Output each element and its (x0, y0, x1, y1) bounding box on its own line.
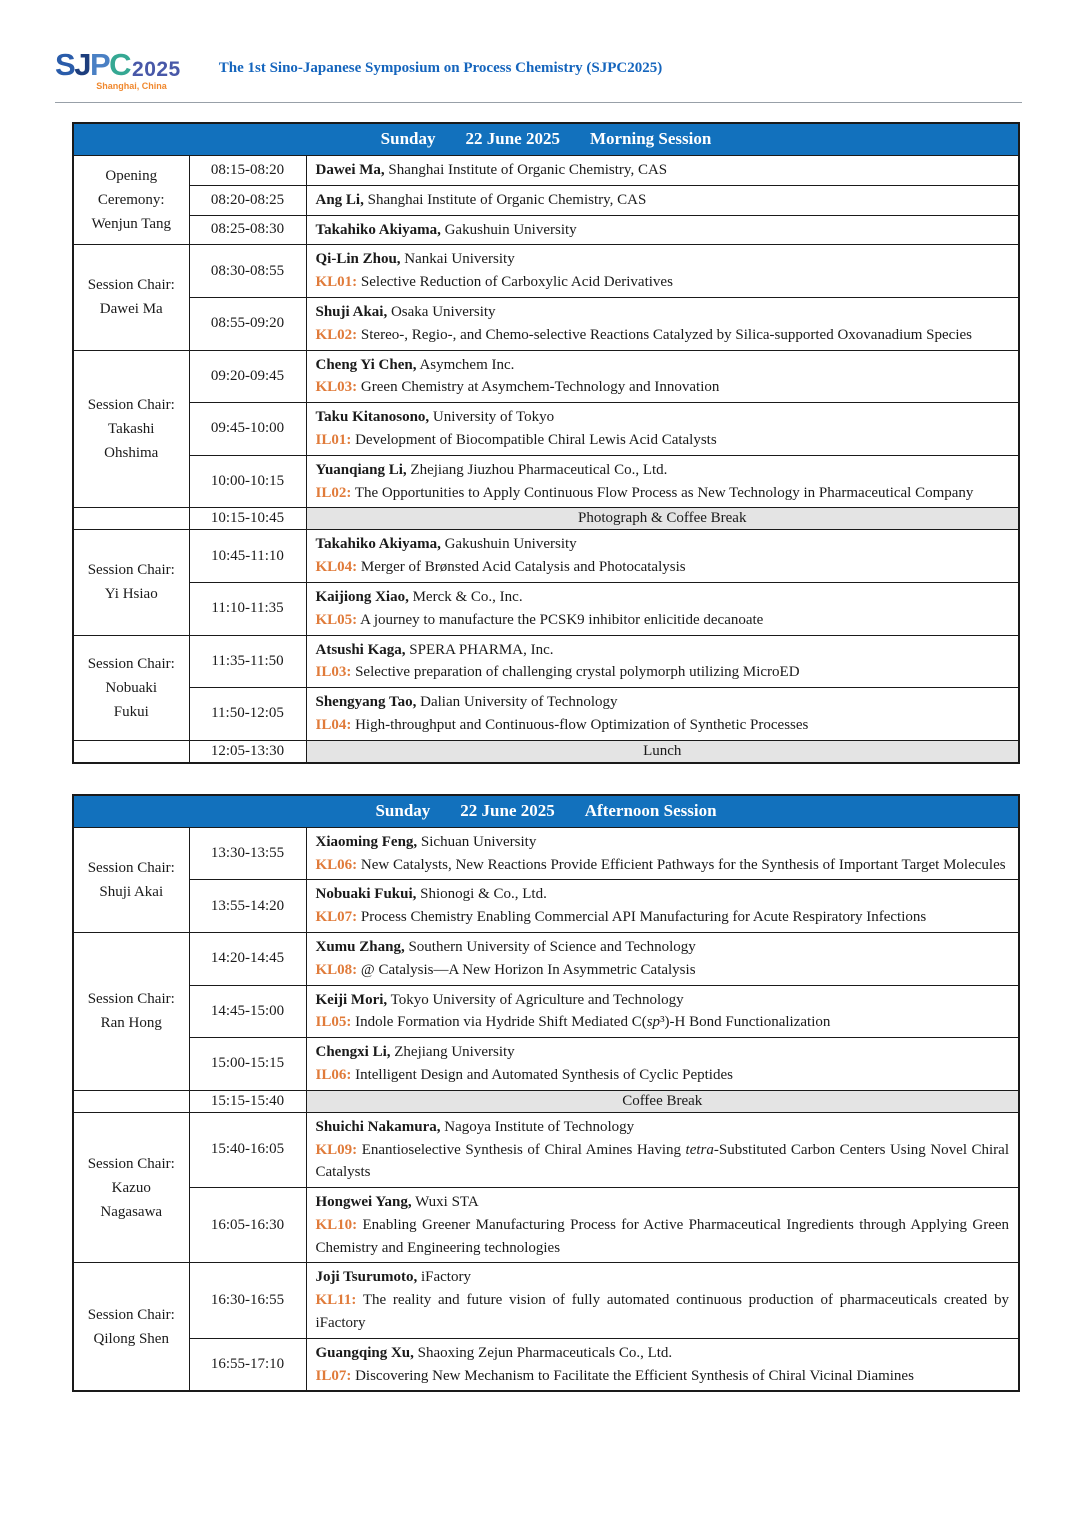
talk-title: Process Chemistry Enabling Commercial API Manufacturing for Acute Respiratory Infections (360, 909, 927, 926)
schedule-row (73, 635, 1019, 688)
chair-cell-empty (73, 1090, 189, 1112)
time-cell: 15:40-16:05 (189, 1112, 306, 1187)
schedule-row (73, 215, 1019, 245)
talk-code: KL04: (315, 559, 358, 576)
logo-year: 2025 (132, 58, 181, 81)
chair-cell (73, 635, 189, 740)
speaker-name: Nobuaki Fukui, (315, 886, 417, 903)
time-cell: 16:55-17:10 (189, 1338, 306, 1391)
talk-line (316, 324, 1010, 347)
chair-line: Nagasawa (100, 1203, 163, 1220)
speaker-affiliation: iFactory (420, 1269, 471, 1286)
talk-line (316, 482, 1010, 505)
schedule-row (73, 297, 1019, 350)
chair-line: Ran Hong (100, 1015, 162, 1032)
time-cell: 08:15-08:20 (189, 156, 306, 186)
speaker-affiliation: Nagoya Institute of Technology (444, 1118, 635, 1135)
speaker-line (316, 639, 1010, 662)
speaker-affiliation: Sichuan University (420, 833, 537, 850)
chair-line: Session Chair: (87, 562, 175, 579)
talk-cell (306, 297, 1019, 350)
speaker-line (316, 936, 1010, 959)
talk-cell (306, 530, 1019, 583)
chair-cell (73, 156, 189, 245)
speaker-line (316, 219, 1010, 242)
chair-cell (73, 827, 189, 932)
time-cell: 14:20-14:45 (189, 932, 306, 985)
schedule-row (73, 932, 1019, 985)
chair-cell-empty (73, 508, 189, 530)
time-cell: 11:10-11:35 (189, 582, 306, 635)
talk-cell (306, 350, 1019, 403)
chair-line: Session Chair: (87, 1155, 175, 1172)
schedule-row (73, 1338, 1019, 1391)
talk-title: Discovering New Mechanism to Facilitate the Efficient Synthesis of Chiral Vicinal Diamines (355, 1367, 914, 1384)
talk-line (316, 609, 1010, 632)
talk-cell (306, 1188, 1019, 1263)
speaker-line (316, 989, 1010, 1012)
talk-code: KL02: (315, 326, 358, 343)
chair-line: Session Chair: (87, 859, 175, 876)
schedule-row (73, 245, 1019, 298)
speaker-affiliation: Shaoxing Zejun Pharmaceuticals Co., Ltd. (417, 1344, 673, 1361)
speaker-name: Taku Kitanosono, (315, 409, 430, 426)
chair-cell (73, 932, 189, 1090)
time-cell: 13:30-13:55 (189, 827, 306, 880)
talk-title: Merger of Brønsted Acid Catalysis and Photocatalysis (360, 559, 686, 576)
speaker-affiliation: Zhejiang Jiuzhou Pharmaceutical Co., Ltd. (410, 461, 668, 478)
chair-line: Ohshima (104, 444, 159, 461)
chair-cell (73, 1263, 189, 1391)
session-header-row (73, 795, 1019, 828)
session-header (73, 123, 1019, 156)
chair-line: Session Chair: (87, 396, 175, 413)
chair-cell (73, 245, 189, 350)
speaker-line (316, 831, 1010, 854)
time-cell: 08:30-08:55 (189, 245, 306, 298)
speaker-name: Shengyang Tao, (315, 694, 417, 711)
speaker-name: Takahiko Akiyama, (315, 536, 441, 553)
chair-line: Yi Hsiao (104, 586, 158, 603)
chair-line: Session Chair: (87, 991, 175, 1008)
speaker-affiliation: Tokyo University of Agriculture and Technology (390, 991, 684, 1008)
talk-line (316, 1139, 1010, 1185)
page-header (55, 46, 1022, 94)
speaker-line (316, 1191, 1010, 1214)
time-cell: 14:45-15:00 (189, 985, 306, 1038)
speaker-line (316, 159, 1010, 182)
time-cell: 09:20-09:45 (189, 350, 306, 403)
time-cell: 13:55-14:20 (189, 880, 306, 933)
talk-cell (306, 1338, 1019, 1391)
time-cell: 15:15-15:40 (189, 1090, 306, 1112)
speaker-name: Atsushi Kaga, (315, 641, 406, 658)
speaker-affiliation: Southern University of Science and Technology (408, 938, 696, 955)
talk-title: High-throughput and Continuous-flow Optimization of Synthetic Processes (355, 716, 809, 733)
schedule-row (73, 156, 1019, 186)
speaker-name: Takahiko Akiyama, (315, 221, 441, 238)
talk-code: IL06: (315, 1066, 352, 1083)
speaker-affiliation: Nankai University (404, 251, 515, 268)
chair-cell-empty (73, 740, 189, 763)
talk-cell (306, 1112, 1019, 1187)
talk-line (316, 1365, 1010, 1388)
talk-cell (306, 688, 1019, 741)
talk-title: @ Catalysis—A New Horizon In Asymmetric Catalysis (360, 961, 696, 978)
chair-line: Kazuo (111, 1179, 151, 1196)
speaker-line (316, 883, 1010, 906)
talk-title: Enabling Greener Manufacturing Process for Active Pharmaceutical Ingredients through Applying Green Chemistry and Engineering technologies (315, 1216, 1010, 1256)
speaker-affiliation: Merck & Co., Inc. (412, 588, 523, 605)
speaker-affiliation: Zhejiang University (394, 1044, 515, 1061)
schedule-row (73, 1263, 1019, 1338)
talk-cell (306, 185, 1019, 215)
speaker-affiliation: University of Tokyo (432, 409, 555, 426)
talk-code: IL07: (315, 1367, 352, 1384)
speaker-line (316, 301, 1010, 324)
speaker-line (316, 406, 1010, 429)
talk-code: IL05: (315, 1014, 352, 1031)
talk-line (316, 714, 1010, 737)
speaker-name: Qi-Lin Zhou, (315, 251, 401, 268)
talk-line (316, 1064, 1010, 1087)
talk-code: IL04: (315, 716, 352, 733)
chair-line: Ceremony: (97, 192, 165, 209)
talk-line (316, 959, 1010, 982)
speaker-line (316, 1342, 1010, 1365)
talk-code: KL03: (315, 379, 358, 396)
chair-line: Fukui (113, 703, 149, 720)
talk-code: IL02: (315, 484, 352, 501)
chair-line: Nobuaki (105, 679, 158, 696)
talk-line (316, 556, 1010, 579)
talk-title: The Opportunities to Apply Continuous Flow Process as New Technology in Pharmaceutical Company (354, 484, 974, 501)
chair-line: Takashi (108, 420, 155, 437)
session-day: Sunday (375, 800, 431, 820)
talk-cell (306, 156, 1019, 186)
chair-line: Session Chair: (87, 655, 175, 672)
time-cell: 10:45-11:10 (189, 530, 306, 583)
talk-cell (306, 403, 1019, 456)
speaker-affiliation: Shanghai Institute of Organic Chemistry, CAS (388, 162, 668, 178)
talk-line (316, 854, 1010, 877)
talk-line (316, 429, 1010, 452)
speaker-name: Guangqing Xu, (315, 1344, 414, 1361)
time-cell: 10:15-10:45 (189, 508, 306, 530)
talk-code: KL11: (315, 1292, 357, 1309)
speaker-line (316, 586, 1010, 609)
talk-cell (306, 880, 1019, 933)
time-cell: 11:50-12:05 (189, 688, 306, 741)
chair-line: Opening (105, 168, 158, 185)
logo-letter: P (89, 47, 110, 82)
speaker-line (316, 533, 1010, 556)
talk-title: Intelligent Design and Automated Synthesis of Cyclic Peptides (355, 1066, 733, 1083)
sjpc-logo (55, 49, 181, 91)
speaker-name: Dawei Ma, (315, 162, 385, 178)
schedule-row (73, 688, 1019, 741)
talk-line (316, 271, 1010, 294)
time-cell: 16:05-16:30 (189, 1188, 306, 1263)
talk-line (316, 376, 1010, 399)
speaker-affiliation: Shionogi & Co., Ltd. (420, 886, 547, 903)
schedule-row (73, 827, 1019, 880)
speaker-affiliation: SPERA PHARMA, Inc. (409, 641, 554, 658)
schedule-row (73, 530, 1019, 583)
chair-line: Session Chair: (87, 1306, 175, 1323)
talk-code: KL07: (315, 909, 358, 926)
speaker-name: Ang Li, (315, 191, 364, 208)
talk-title: The reality and future vision of fully automated continuous production of pharmaceuticals created by iFactory (315, 1292, 1009, 1332)
schedule-row (73, 985, 1019, 1038)
schedule-row (73, 1188, 1019, 1263)
logo-location: Shanghai, China (96, 81, 167, 91)
symposium-title: The 1st Sino-Japanese Symposium on Process Chemistry (SJPC2025) (218, 59, 663, 76)
talk-cell (306, 215, 1019, 245)
time-cell: 08:55-09:20 (189, 297, 306, 350)
speaker-name: Shuji Akai, (315, 303, 388, 320)
speaker-affiliation: Osaka University (390, 303, 496, 320)
time-cell: 08:20-08:25 (189, 185, 306, 215)
session-date: 22 June 2025 (465, 129, 560, 148)
talk-title: Enantioselective Synthesis of Chiral Amines Having tetra-Substituted Carbon Centers Using Novel Chiral Catalysts (315, 1141, 1010, 1181)
talk-title: A journey to manufacture the PCSK9 inhibitor enlicitide decanoate (360, 611, 764, 628)
header-divider (55, 102, 1022, 103)
session-header (73, 795, 1019, 828)
speaker-line (316, 1266, 1010, 1289)
break-label: Photograph & Coffee Break (306, 508, 1019, 530)
time-cell: 16:30-16:55 (189, 1263, 306, 1338)
speaker-line (316, 248, 1010, 271)
schedule-table (72, 122, 1020, 764)
talk-code: KL01: (315, 274, 358, 291)
talk-title: Green Chemistry at Asymchem-Technology and Innovation (360, 379, 720, 396)
speaker-affiliation: Gakushuin University (444, 536, 577, 553)
talk-title: Indole Formation via Hydride Shift Mediated C(sp³)-H Bond Functionalization (355, 1014, 831, 1031)
talk-title: New Catalysts, New Reactions Provide Efficient Pathways for the Synthesis of Important Target Molecules (360, 856, 1006, 873)
talk-line (316, 906, 1010, 929)
talk-line (316, 1214, 1010, 1260)
session-name: Morning Session (589, 129, 712, 148)
speaker-line (316, 459, 1010, 482)
speaker-affiliation: Wuxi STA (415, 1194, 479, 1211)
speaker-affiliation: Dalian University of Technology (420, 694, 618, 711)
talk-title: Selective Reduction of Carboxylic Acid Derivatives (360, 274, 673, 291)
talk-cell (306, 932, 1019, 985)
talk-cell (306, 455, 1019, 508)
talk-code: IL03: (315, 664, 352, 681)
speaker-name: Keiji Mori, (315, 991, 388, 1008)
speaker-name: Hongwei Yang, (315, 1194, 412, 1211)
logo-letter: C (109, 47, 131, 82)
speaker-name: Xiaoming Feng, (315, 833, 418, 850)
break-row (73, 1090, 1019, 1112)
logo-letter: J (74, 47, 90, 82)
schedule-row (73, 403, 1019, 456)
chair-line: Qilong Shen (93, 1330, 169, 1347)
talk-code: KL09: (315, 1141, 358, 1158)
talk-cell (306, 245, 1019, 298)
talk-title: Stereo-, Regio-, and Chemo-selective Reactions Catalyzed by Silica-supported Oxovanadium Species (360, 326, 973, 343)
session-header-row (73, 123, 1019, 156)
chair-cell (73, 1112, 189, 1263)
schedule-row (73, 880, 1019, 933)
speaker-name: Yuanqiang Li, (315, 461, 407, 478)
time-cell: 15:00-15:15 (189, 1038, 306, 1091)
session-name: Afternoon Session (584, 800, 717, 820)
schedule-table (72, 794, 1020, 1393)
talk-code: KL06: (315, 856, 358, 873)
talk-cell (306, 582, 1019, 635)
talk-code: KL08: (315, 961, 358, 978)
session-date: 22 June 2025 (460, 800, 555, 820)
speaker-name: Kaijiong Xiao, (315, 588, 409, 605)
speaker-name: Joji Tsurumoto, (315, 1269, 418, 1286)
break-label: Coffee Break (306, 1090, 1019, 1112)
talk-code: KL05: (315, 611, 358, 628)
speaker-name: Chengxi Li, (315, 1044, 391, 1061)
talk-code: IL01: (315, 431, 352, 448)
schedule-row (73, 1038, 1019, 1091)
schedule-row (73, 350, 1019, 403)
session-day: Sunday (380, 129, 436, 148)
schedule-row (73, 1112, 1019, 1187)
chair-line: Wenjun Tang (91, 216, 172, 233)
talk-cell (306, 1263, 1019, 1338)
talk-cell (306, 635, 1019, 688)
chair-line: Dawei Ma (99, 301, 163, 318)
speaker-line (316, 189, 1010, 212)
schedule-row (73, 582, 1019, 635)
talk-line (316, 1011, 1010, 1034)
time-cell: 09:45-10:00 (189, 403, 306, 456)
speaker-affiliation: Shanghai Institute of Organic Chemistry, CAS (367, 191, 647, 208)
speaker-affiliation: Gakushuin University (444, 221, 577, 238)
speaker-line (316, 1041, 1010, 1064)
chair-cell (73, 530, 189, 635)
break-row (73, 740, 1019, 763)
speaker-line (316, 1116, 1010, 1139)
speaker-line (316, 691, 1010, 714)
time-cell: 08:25-08:30 (189, 215, 306, 245)
talk-cell (306, 985, 1019, 1038)
chair-line: Shuji Akai (99, 883, 164, 900)
talk-line (316, 661, 1010, 684)
talk-cell (306, 827, 1019, 880)
speaker-name: Shuichi Nakamura, (315, 1118, 441, 1135)
time-cell: 12:05-13:30 (189, 740, 306, 763)
speaker-line (316, 354, 1010, 377)
break-label: Lunch (306, 740, 1019, 763)
schedule-row (73, 185, 1019, 215)
talk-title: Development of Biocompatible Chiral Lewis Acid Catalysts (355, 431, 717, 448)
sjpc-logo-wordmark (55, 49, 181, 80)
talk-title: Selective preparation of challenging crystal polymorph utilizing MicroED (355, 664, 800, 681)
talk-code: KL10: (315, 1216, 358, 1233)
speaker-name: Xumu Zhang, (315, 938, 405, 955)
schedule-tables (72, 122, 1022, 1392)
speaker-name: Cheng Yi Chen, (315, 356, 417, 373)
chair-line: Session Chair: (87, 277, 175, 294)
time-cell: 10:00-10:15 (189, 455, 306, 508)
time-cell: 11:35-11:50 (189, 635, 306, 688)
speaker-affiliation: Asymchem Inc. (419, 356, 515, 373)
talk-line (316, 1289, 1010, 1335)
talk-cell (306, 1038, 1019, 1091)
chair-cell (73, 350, 189, 508)
schedule-row (73, 455, 1019, 508)
break-row (73, 508, 1019, 530)
logo-letter: S (55, 47, 75, 82)
